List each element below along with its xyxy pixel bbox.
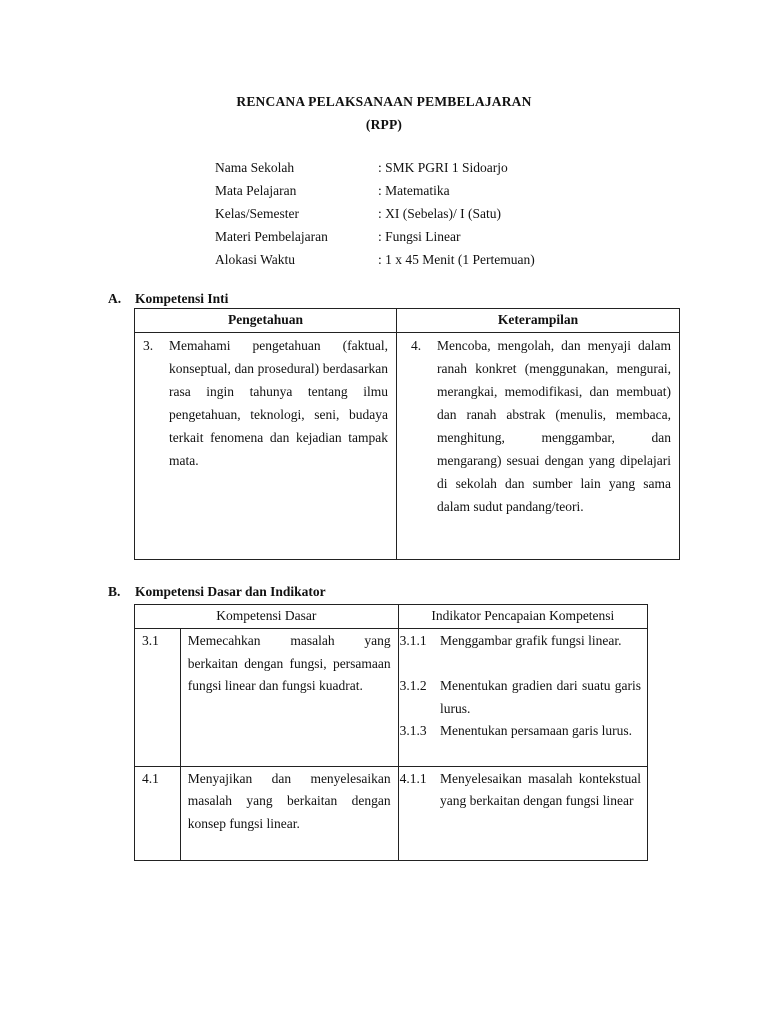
info-value-class: : XI (Sebelas)/ I (Satu) (378, 206, 501, 221)
skills-number: 4. (411, 338, 422, 353)
info-label-time: Alokasi Waktu (215, 252, 296, 267)
competency-core-table (134, 308, 680, 560)
document-title: RENCANA PELAKSANAAN PEMBELAJARAN (236, 94, 532, 109)
section-b-number: B. (108, 584, 121, 599)
indicator-text: Menentukan gradien dari suatu garis lurus. (440, 678, 641, 716)
basic-competency-table (134, 604, 648, 861)
kd-number: 3.1 (135, 629, 181, 767)
kd-text: Menyajikan dan menyelesaikan masalah yang berkaitan dengan konsep fungsi linear. (187, 770, 391, 831)
info-label-subject: Mata Pelajaran (215, 183, 297, 198)
table-row (135, 766, 648, 860)
document-subtitle: (RPP) (365, 117, 403, 132)
indicator-text-cell (440, 629, 647, 767)
info-label-school: Nama Sekolah (215, 160, 295, 175)
table-header-basic-competency: Kompetensi Dasar (135, 605, 399, 629)
info-label-class: Kelas/Semester (215, 206, 299, 221)
knowledge-number: 3. (143, 338, 154, 353)
indicator-text: Menentukan persamaan garis lurus. (440, 723, 632, 739)
knowledge-text: Memahami pengetahuan (faktual, konseptual, dan prosedural) berdasarkan rasa ingin tahunya tentang ilmu pengetahuan, teknologi, seni, budaya terkait fenomena dan kejadian tampak mata. (169, 338, 388, 468)
info-value-material: : Fungsi Linear (378, 229, 461, 244)
indicator-text: Menggambar grafik fungsi linear. (440, 633, 622, 648)
table-header-skills: Keterampilan (397, 309, 680, 333)
kd-text-cell (180, 629, 398, 767)
indicator-number: 4.1.1 (399, 770, 427, 786)
kd-text-cell (180, 766, 398, 860)
info-label-material: Materi Pembelajaran (215, 229, 328, 244)
skills-text: Mencoba, mengolah, dan menyaji dalam ranah konkret (menggunakan, mengurai, merangkai, memodifikasi, dan membuat) dan ranah abstrak (menulis, membaca, menghitung, menggambar, dan mengarang) sesuai dengan yang dipelajari di sekolah dan sumber lain yang sama dalam sudut pandang/teori. (437, 338, 671, 514)
info-value-time: : 1 x 45 Menit (1 Pertemuan) (378, 252, 535, 267)
table-header-knowledge: Pengetahuan (135, 309, 397, 333)
indicator-number-cell (398, 629, 440, 767)
info-value-school: : SMK PGRI 1 Sidoarjo (378, 160, 508, 175)
table-row (135, 629, 648, 767)
indicator-number: 3.1.2 (399, 678, 427, 694)
indicator-text: Menyelesaikan masalah kontekstual yang berkaitan dengan fungsi linear (440, 770, 641, 809)
indicator-number: 3.1.3 (399, 723, 427, 739)
indicator-number: 3.1.1 (399, 633, 427, 648)
section-b-title: Kompetensi Dasar dan Indikator (135, 584, 326, 599)
skills-cell (397, 333, 680, 560)
kd-number: 4.1 (135, 766, 181, 860)
section-a-number: A. (108, 291, 122, 306)
table-header-indicators: Indikator Pencapaian Kompetensi (398, 605, 647, 629)
section-a-heading (108, 291, 228, 307)
info-value-subject: : Matematika (378, 183, 450, 198)
indicator-text-cell (440, 766, 647, 860)
section-b-heading (108, 584, 326, 600)
knowledge-cell (135, 333, 397, 560)
section-a-title: Kompetensi Inti (135, 291, 229, 306)
kd-text: Memecahkan masalah yang berkaitan dengan fungsi, persamaan fungsi linear dan fungsi kuadrat. (187, 633, 391, 694)
indicator-number-cell (398, 766, 440, 860)
